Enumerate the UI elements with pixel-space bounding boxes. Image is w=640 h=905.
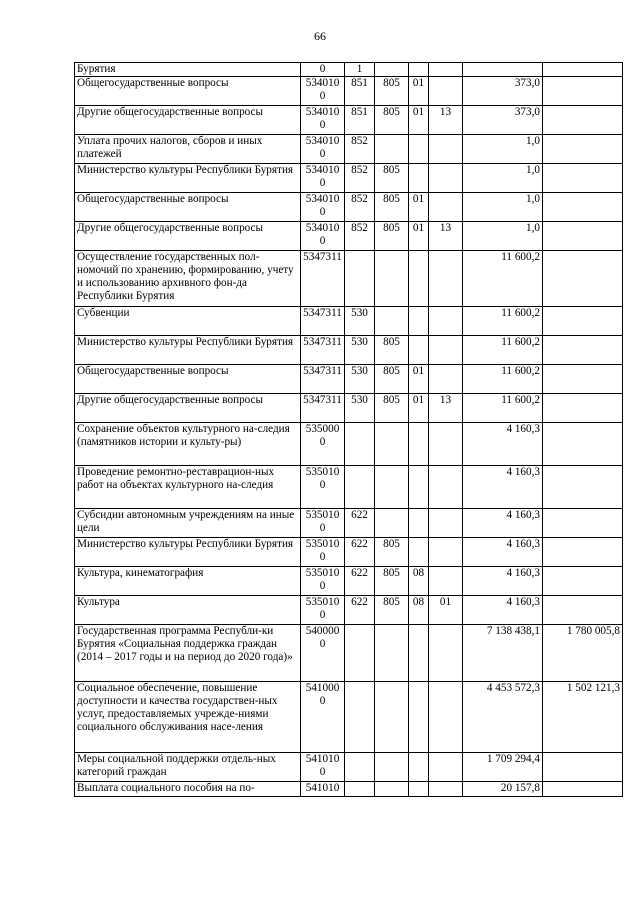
row-amount-2	[543, 538, 623, 567]
row-section: 01	[409, 106, 429, 135]
row-amount-1: 1,0	[463, 164, 543, 193]
row-amount-2	[543, 423, 623, 466]
row-subsection	[429, 625, 463, 682]
table-row	[75, 336, 623, 365]
row-code: 5400000	[301, 625, 345, 682]
row-name: Министерство культуры Республики Бурятия	[75, 336, 301, 365]
row-code: 5350100	[301, 466, 345, 509]
row-section	[409, 307, 429, 336]
row-section	[409, 625, 429, 682]
row-subsection	[429, 682, 463, 753]
row-amount-1: 4 160,3	[463, 423, 543, 466]
row-name: Государственная программа Республи-ки Бурятия «Социальная поддержка граждан (2014 – 2017 годы и на период до 2020 года)»	[75, 625, 301, 682]
row-group: 530	[345, 336, 375, 365]
row-section	[409, 423, 429, 466]
row-dept	[375, 307, 409, 336]
row-amount-2	[543, 567, 623, 596]
row-subsection	[429, 135, 463, 164]
row-code: 5340100	[301, 106, 345, 135]
row-code: 5350000	[301, 423, 345, 466]
row-code: 5347311	[301, 336, 345, 365]
row-code: 5350100	[301, 509, 345, 538]
row-dept: 805	[375, 365, 409, 394]
row-code: 5350100	[301, 567, 345, 596]
row-code: 5347311	[301, 251, 345, 307]
row-dept	[375, 682, 409, 753]
row-subsection	[429, 63, 463, 77]
row-subsection: 13	[429, 106, 463, 135]
row-dept	[375, 782, 409, 797]
row-dept	[375, 423, 409, 466]
row-amount-2	[543, 106, 623, 135]
row-dept	[375, 251, 409, 307]
table-row	[75, 307, 623, 336]
row-section	[409, 135, 429, 164]
row-amount-1: 4 160,3	[463, 567, 543, 596]
row-amount-2	[543, 753, 623, 782]
row-section	[409, 251, 429, 307]
row-amount-1: 4 160,3	[463, 509, 543, 538]
row-subsection	[429, 365, 463, 394]
row-section	[409, 336, 429, 365]
row-name: Осуществление государственных пол-номочий по хранению, формированию, учету и использованию архивного фон-да Республики Бурятия	[75, 251, 301, 307]
table-row	[75, 365, 623, 394]
budget-table	[74, 62, 623, 797]
row-name: Проведение ремонтно-реставрацион-ных работ на объектах культурного на-следия	[75, 466, 301, 509]
row-amount-1: 373,0	[463, 106, 543, 135]
row-code: 5350100	[301, 596, 345, 625]
row-name: Общегосударственные вопросы	[75, 77, 301, 106]
row-dept: 805	[375, 106, 409, 135]
table-row	[75, 596, 623, 625]
row-section	[409, 63, 429, 77]
row-section: 01	[409, 77, 429, 106]
row-group: 622	[345, 538, 375, 567]
row-amount-1: 4 160,3	[463, 466, 543, 509]
row-code: 541010	[301, 782, 345, 797]
row-amount-2	[543, 466, 623, 509]
row-subsection	[429, 423, 463, 466]
row-dept	[375, 625, 409, 682]
row-dept: 805	[375, 77, 409, 106]
page-number: 66	[314, 29, 326, 43]
row-subsection	[429, 509, 463, 538]
row-section	[409, 753, 429, 782]
row-code: 5340100	[301, 222, 345, 251]
row-name: Социальное обеспечение, повышение доступности и качества государствен-ных услуг, предоставляемых учрежде-ниями социального обслуживания насе-ления	[75, 682, 301, 753]
row-group: 622	[345, 567, 375, 596]
row-amount-2	[543, 63, 623, 77]
table-row	[75, 538, 623, 567]
table-row	[75, 625, 623, 682]
row-amount-1: 4 160,3	[463, 596, 543, 625]
row-name: Субвенции	[75, 307, 301, 336]
row-code: 5340100	[301, 135, 345, 164]
row-group: 852	[345, 193, 375, 222]
row-section: 01	[409, 193, 429, 222]
row-name: Субсидии автономным учреждениям на иные цели	[75, 509, 301, 538]
row-code: 5347311	[301, 307, 345, 336]
row-group: 622	[345, 596, 375, 625]
row-subsection	[429, 538, 463, 567]
row-group: 530	[345, 307, 375, 336]
row-subsection: 01	[429, 596, 463, 625]
table-row	[75, 753, 623, 782]
row-amount-2	[543, 336, 623, 365]
row-amount-1: 11 600,2	[463, 365, 543, 394]
row-code: 0	[301, 63, 345, 77]
row-amount-2	[543, 782, 623, 797]
row-dept: 805	[375, 336, 409, 365]
row-group	[345, 466, 375, 509]
row-group: 852	[345, 135, 375, 164]
row-amount-1: 11 600,2	[463, 307, 543, 336]
row-section	[409, 509, 429, 538]
row-amount-1: 7 138 438,1	[463, 625, 543, 682]
row-subsection: 13	[429, 222, 463, 251]
row-dept	[375, 135, 409, 164]
row-code: 5347311	[301, 365, 345, 394]
row-code: 5410000	[301, 682, 345, 753]
row-group: 852	[345, 222, 375, 251]
row-subsection	[429, 307, 463, 336]
row-dept: 805	[375, 538, 409, 567]
table-row	[75, 682, 623, 753]
table-row	[75, 423, 623, 466]
row-dept	[375, 509, 409, 538]
table-row	[75, 222, 623, 251]
row-amount-1: 4 453 572,3	[463, 682, 543, 753]
row-amount-2	[543, 77, 623, 106]
row-section	[409, 466, 429, 509]
row-code: 5340100	[301, 77, 345, 106]
row-amount-1: 4 160,3	[463, 538, 543, 567]
row-amount-1: 1,0	[463, 193, 543, 222]
table-row	[75, 135, 623, 164]
row-subsection	[429, 193, 463, 222]
row-name: Культура, кинематография	[75, 567, 301, 596]
row-subsection	[429, 251, 463, 307]
row-code: 5347311	[301, 394, 345, 423]
row-group: 852	[345, 164, 375, 193]
table-row	[75, 77, 623, 106]
row-amount-2	[543, 394, 623, 423]
table-row	[75, 394, 623, 423]
row-code: 5410100	[301, 753, 345, 782]
row-section	[409, 164, 429, 193]
row-dept: 805	[375, 394, 409, 423]
row-section	[409, 782, 429, 797]
row-subsection	[429, 567, 463, 596]
row-name: Министерство культуры Республики Бурятия	[75, 164, 301, 193]
row-name: Другие общегосударственные вопросы	[75, 394, 301, 423]
row-amount-2	[543, 222, 623, 251]
table-row	[75, 193, 623, 222]
row-section: 01	[409, 222, 429, 251]
row-group: 622	[345, 509, 375, 538]
row-dept: 805	[375, 596, 409, 625]
table-row	[75, 466, 623, 509]
row-amount-1: 11 600,2	[463, 251, 543, 307]
table-row	[75, 567, 623, 596]
row-amount-2	[543, 596, 623, 625]
row-name: Общегосударственные вопросы	[75, 365, 301, 394]
row-group: 851	[345, 77, 375, 106]
row-group	[345, 782, 375, 797]
row-name: Культура	[75, 596, 301, 625]
row-group	[345, 251, 375, 307]
row-code: 5340100	[301, 164, 345, 193]
row-group	[345, 682, 375, 753]
row-subsection	[429, 164, 463, 193]
row-section: 01	[409, 365, 429, 394]
row-group: 530	[345, 365, 375, 394]
row-name: Уплата прочих налогов, сборов и иных платежей	[75, 135, 301, 164]
row-name: Бурятия	[75, 63, 301, 77]
row-dept	[375, 753, 409, 782]
row-name: Сохранение объектов культурного на-следия (памятников истории и культу-ры)	[75, 423, 301, 466]
row-amount-1: 1,0	[463, 222, 543, 251]
table-body	[75, 63, 623, 797]
row-name: Меры социальной поддержки отдель-ных категорий граждан	[75, 753, 301, 782]
row-amount-1: 11 600,2	[463, 394, 543, 423]
row-name: Выплата социального пособия на по-	[75, 782, 301, 797]
row-group: 530	[345, 394, 375, 423]
row-amount-2	[543, 164, 623, 193]
table-row	[75, 509, 623, 538]
row-amount-1: 373,0	[463, 77, 543, 106]
table-row	[75, 164, 623, 193]
table-row	[75, 782, 623, 797]
row-amount-1: 20 157,8	[463, 782, 543, 797]
table-row	[75, 106, 623, 135]
row-dept: 805	[375, 193, 409, 222]
row-subsection	[429, 77, 463, 106]
row-amount-2	[543, 365, 623, 394]
row-amount-2	[543, 251, 623, 307]
row-amount-2	[543, 193, 623, 222]
row-group	[345, 625, 375, 682]
row-amount-1	[463, 63, 543, 77]
row-section	[409, 682, 429, 753]
row-group	[345, 423, 375, 466]
row-group	[345, 753, 375, 782]
row-dept: 805	[375, 567, 409, 596]
row-subsection	[429, 753, 463, 782]
row-group: 1	[345, 63, 375, 77]
row-dept: 805	[375, 164, 409, 193]
row-name: Общегосударственные вопросы	[75, 193, 301, 222]
row-amount-2: 1 502 121,3	[543, 682, 623, 753]
row-code: 5350100	[301, 538, 345, 567]
row-code: 5340100	[301, 193, 345, 222]
row-subsection: 13	[429, 394, 463, 423]
row-dept: 805	[375, 222, 409, 251]
row-group: 851	[345, 106, 375, 135]
row-amount-1: 1,0	[463, 135, 543, 164]
row-amount-1: 11 600,2	[463, 336, 543, 365]
row-dept	[375, 63, 409, 77]
row-name: Министерство культуры Республики Бурятия	[75, 538, 301, 567]
row-subsection	[429, 782, 463, 797]
row-section: 08	[409, 567, 429, 596]
row-subsection	[429, 336, 463, 365]
row-subsection	[429, 466, 463, 509]
row-section: 01	[409, 394, 429, 423]
row-name: Другие общегосударственные вопросы	[75, 222, 301, 251]
row-dept	[375, 466, 409, 509]
row-section	[409, 538, 429, 567]
row-name: Другие общегосударственные вопросы	[75, 106, 301, 135]
row-section: 08	[409, 596, 429, 625]
row-amount-2	[543, 307, 623, 336]
row-amount-2	[543, 509, 623, 538]
row-amount-2	[543, 135, 623, 164]
row-amount-2: 1 780 005,8	[543, 625, 623, 682]
row-amount-1: 1 709 294,4	[463, 753, 543, 782]
table-row	[75, 63, 623, 77]
table-row	[75, 251, 623, 307]
